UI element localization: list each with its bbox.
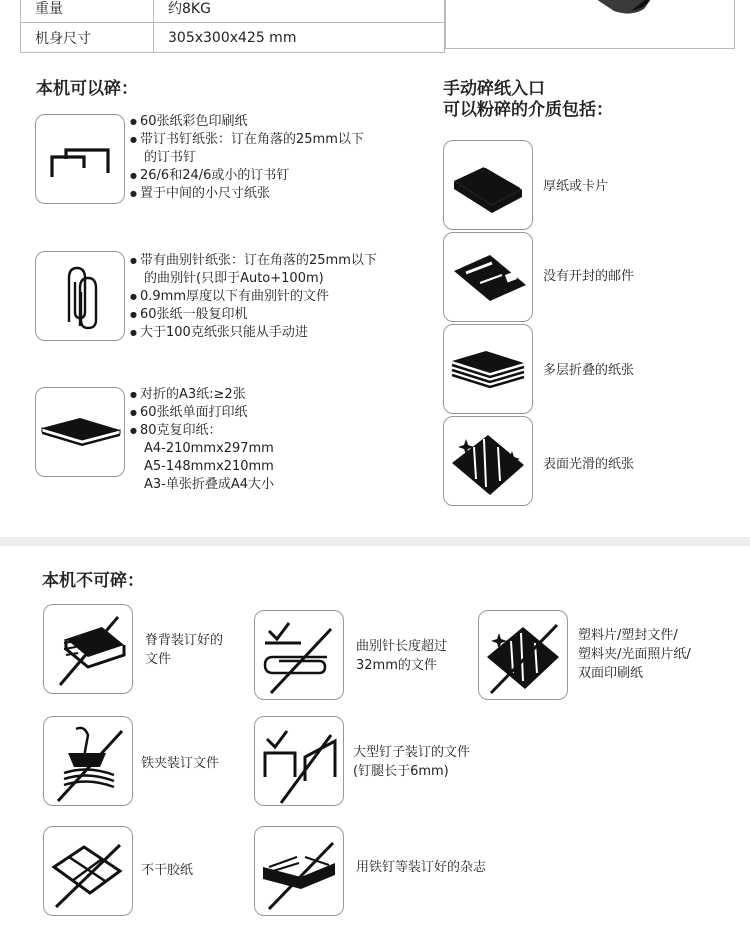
spec-row (21, 23, 445, 53)
glossy-paper-label: 表面光滑的纸张 (543, 457, 635, 472)
shredder-image-icon (446, 0, 734, 48)
can-shred-title: 本机可以碎： (36, 79, 138, 99)
staple-icon-box (35, 114, 125, 204)
list-item: ● 置于中间的小尺寸纸张 (130, 185, 364, 203)
glossy-paper-icon-box (443, 416, 533, 506)
envelope-label: 没有开封的邮件 (543, 269, 635, 284)
list-item: ● 对折的A3纸:≥2张 (130, 386, 274, 404)
long-paperclip-label: 曲别针长度超过 32mm的文件 (356, 639, 448, 673)
paper-stack-icon-box (35, 387, 125, 477)
envelope-icon (444, 233, 534, 323)
list-item: ● 60张纸彩色印刷纸 (130, 113, 364, 131)
list-item: ● 大于100克纸张只能从手动进 (130, 324, 377, 342)
spine-bound-icon (44, 605, 134, 695)
long-paperclip-icon (255, 611, 345, 701)
spec-value: 305x300x425 mm (154, 23, 445, 53)
manual-feed-title (443, 79, 613, 121)
label-sheet-label: 不干胶纸 (141, 863, 194, 878)
list-item: 的订书钉 (144, 150, 197, 165)
magazine-icon (255, 827, 345, 917)
list-item: ● 80克复印纸： (130, 422, 274, 440)
paper-stack-icon (36, 388, 126, 478)
spec-row (21, 0, 445, 23)
plastic-film-icon-box (478, 610, 568, 700)
spec-key: 重量 (21, 0, 154, 23)
spec-key: 机身尺寸 (21, 23, 154, 53)
list-item: 的曲别针(只即于Auto+100m) (144, 271, 324, 286)
list-item: ● 60张纸单面打印纸 (130, 404, 274, 422)
binder-clip-label: 铁夹装订文件 (141, 756, 220, 771)
manual-feed-title-line1: 手动碎纸入口 (443, 79, 545, 99)
folded-paper-icon (444, 325, 534, 415)
manual-feed-title-line2: 可以粉碎的介质包括： (443, 100, 613, 120)
large-staple-icon (255, 717, 345, 807)
cardstock-icon (444, 141, 534, 231)
binder-clip-icon-box (43, 716, 133, 806)
folded-paper-icon-box (443, 324, 533, 414)
section-divider (0, 537, 750, 546)
paperclip-icon-box (35, 251, 125, 341)
product-photo (445, 0, 735, 49)
list-item: ● 26/6和24/6或小的订书钉 (130, 167, 364, 185)
folded-paper-label: 多层折叠的纸张 (543, 363, 635, 378)
list-item: ● 带订书钉纸张：订在角落的25mm以下 (130, 131, 364, 149)
binder-clip-icon (44, 717, 134, 807)
long-paperclip-icon-box (254, 610, 344, 700)
plastic-film-label: 塑料片/塑封文件/ 塑料夹/光面照片纸/ 双面印刷纸 (578, 628, 691, 681)
staple-list (130, 113, 364, 203)
spec-value: 约8KG (154, 0, 445, 23)
magazine-label: 用铁钉等装订好的杂志 (356, 860, 487, 875)
large-staple-icon-box (254, 716, 344, 806)
magazine-icon-box (254, 826, 344, 916)
paperclip-list (130, 252, 377, 342)
paper-list (130, 386, 274, 494)
large-staple-label: 大型钉子装订的文件 (钉腿长于6mm) (353, 745, 471, 779)
list-item: ● 0.9mm厚度以下有曲别针的文件 (130, 288, 377, 306)
staple-icon (36, 115, 126, 205)
spine-bound-icon-box (43, 604, 133, 694)
cannot-shred-title: 本机不可碎： (42, 571, 144, 591)
list-item: A5-148mmx210mm (144, 459, 274, 474)
plastic-film-icon (479, 611, 569, 701)
paperclip-icon (36, 252, 126, 342)
spec-table (20, 0, 445, 53)
list-item: A3-单张折叠成A4大小 (144, 477, 275, 492)
list-item: ● 60张纸一般复印机 (130, 306, 377, 324)
envelope-icon-box (443, 232, 533, 322)
spine-bound-label: 脊背装订好的 文件 (145, 633, 224, 667)
cardstock-icon-box (443, 140, 533, 230)
glossy-paper-icon (444, 417, 534, 507)
label-sheet-icon-box (43, 826, 133, 916)
list-item: A4-210mmx297mm (144, 441, 274, 456)
label-sheet-icon (44, 827, 134, 917)
list-item: ● 带有曲别针纸张：订在角落的25mm以下 (130, 252, 377, 270)
cardstock-label: 厚纸或卡片 (543, 179, 609, 194)
